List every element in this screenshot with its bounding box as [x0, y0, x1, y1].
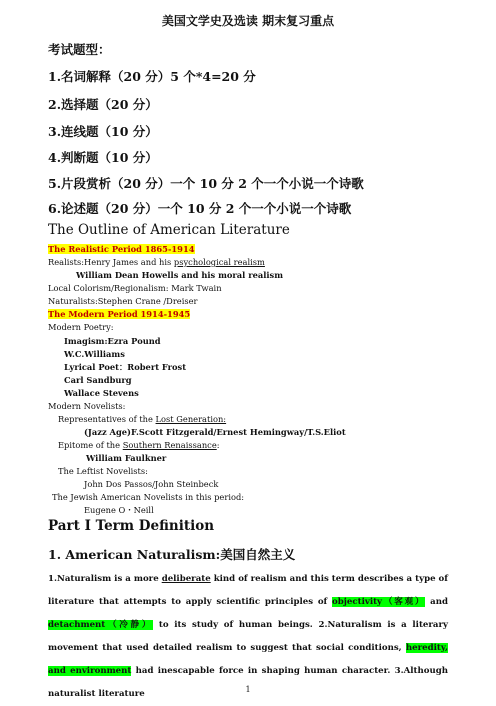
outline-realists — [48, 257, 265, 267]
page-number: 1 — [245, 685, 251, 694]
outline-southern-renaissance — [58, 440, 220, 450]
exam-item-3: 3.连线题（10 分） — [48, 124, 158, 139]
outline-local-color: Local Colorism/Regionalism: Mark Twain — [48, 283, 222, 293]
document-title: 美国文学史及选读 期末复习重点 — [161, 14, 335, 28]
outline-leftist: The Leftist Novelists: — [58, 466, 148, 476]
outline-lost-generation — [58, 414, 226, 424]
poet-item: Imagism:Ezra Pound — [64, 336, 161, 346]
outline-title: The Outline of American Literature — [48, 222, 290, 238]
modern-period-label: The Modern Period 1914-1945 — [48, 309, 191, 319]
outline-leftist-names: John Dos Passos/John Steinbeck — [84, 479, 219, 489]
heredity-highlight: heredity, and environment — [48, 643, 448, 676]
deliberate-word: deliberate — [161, 574, 211, 584]
lost-generation-prefix: Representatives of the — [58, 414, 156, 424]
paragraph-text: kind of realism and this term describes a type of literature that attempts to apply scientific principles of — [48, 574, 448, 607]
outline-jewish: The Jewish American Novelists in this period: — [52, 492, 245, 502]
paragraph-text: to its study of human beings. 2.Naturalism is a literary movement that used detailed realism to suggest that social conditions, — [48, 620, 448, 653]
term-heading: 1. American Naturalism:美国自然主义 — [48, 547, 296, 562]
poet-item: Lyrical Poet：Robert Frost — [64, 362, 187, 372]
outline-faulkner: William Faulkner — [86, 453, 167, 463]
outline-modern-period — [48, 309, 190, 319]
part-heading: Part I Term Definition — [48, 518, 215, 534]
lost-generation-link: Lost Generation: — [155, 414, 227, 424]
exam-item-4: 4.判断题（10 分） — [48, 150, 158, 165]
psychological-realism-link: psychological realism — [173, 257, 265, 267]
detachment-highlight: detachment（冷静） — [48, 620, 154, 630]
objectivity-highlight: objectivity（客观） — [332, 597, 426, 607]
exam-item-5: 5.片段赏析（20 分）一个 10 分 2 个一个小说一个诗歌 — [48, 176, 364, 191]
outline-naturalists: Naturalists:Stephen Crane /Dreiser — [48, 296, 198, 306]
outline-oneill: Eugene O・Neill — [84, 505, 154, 515]
southern-renaissance-link: Southern Renaissance — [122, 440, 217, 450]
outline-howells: William Dean Howells and his moral realism — [76, 270, 283, 280]
exam-item-6: 6.论述题（20 分）一个 10 分 2 个一个小说一个诗歌 — [48, 201, 352, 216]
outline-modern-novelists: Modern Novelists: — [48, 401, 126, 411]
outline-realistic-period — [48, 244, 195, 254]
paragraph-text: had inescapable force in shaping human character. 3.Although naturalist literature — [48, 666, 449, 699]
paragraph-text: 1.Naturalism is a more — [48, 574, 162, 584]
southern-suffix: : — [216, 440, 220, 450]
exam-heading: 考试题型： — [48, 42, 111, 57]
realistic-period-label: The Realistic Period 1865-1914 — [48, 244, 195, 254]
outline-lost-generation-names: (Jazz Age)F.Scott Fitzgerald/Ernest Hemingway/T.S.Eliot — [84, 427, 346, 437]
exam-item-1: 1.名词解释（20 分）5 个*4=20 分 — [48, 69, 256, 84]
poet-item: Carl Sandburg — [64, 375, 132, 385]
realists-text: Realists:Henry James and his — [48, 257, 174, 267]
exam-item-2: 2.选择题（20 分） — [48, 97, 158, 112]
paragraph-text: and — [425, 597, 448, 607]
southern-prefix: Epitome of the — [58, 440, 123, 450]
outline-modern-poetry: Modern Poetry: — [48, 322, 114, 332]
poet-item: W.C.Williams — [64, 349, 125, 359]
poet-item: Wallace Stevens — [64, 388, 139, 398]
